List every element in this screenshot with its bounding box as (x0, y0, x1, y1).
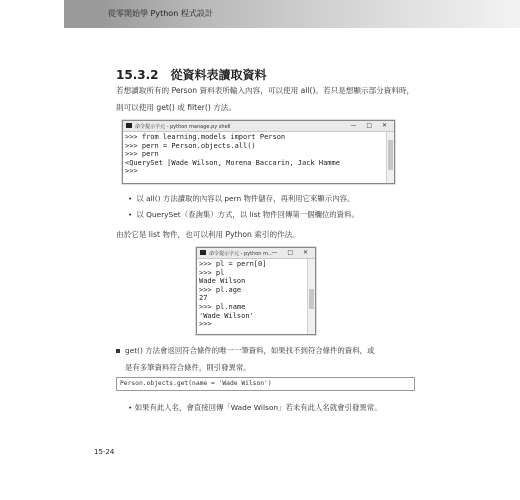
bullet-item: • 如果有此人名，會直接回傳「Wade Wilson」若未有此人名就會引發異常。 (128, 403, 382, 412)
window-controls[interactable]: — □ ✕ (350, 122, 391, 129)
page-number: 15-24 (94, 448, 115, 456)
bullet-text: 如果有此人名，會直接回傳「Wade Wilson」若未有此人名就會引發異常。 (134, 403, 382, 412)
terminal-line: >>> pl.name (199, 302, 246, 311)
terminal-line: Wade Wilson (199, 277, 246, 286)
scrollbar-thumb[interactable] (388, 140, 393, 170)
terminal-line: >>> (199, 320, 212, 329)
terminal-line: >>> pl.age (199, 285, 242, 294)
section-number: 15.3.2 (116, 68, 159, 82)
terminal-title: 命令提示字元 - python m... (209, 251, 273, 257)
book-title: 從零開始學 Python 程式設計 (108, 9, 213, 18)
scrollbar[interactable] (307, 259, 315, 334)
bullet-item: • 以 all() 方法讀取的內容以 pern 物件儲存，再利用它來顯示內容。 (128, 194, 355, 203)
intro-paragraph: 若想讀取所有的 Person 資料表所輸入內容，可以使用 all()。若只是想顯示部分資料時，則可以使用 get() 或 filter() 方法。 (116, 86, 415, 112)
terminal-window-1 (122, 120, 395, 184)
terminal-line: >>> pl = pern[0] (199, 260, 267, 268)
scrollbar[interactable] (386, 132, 394, 183)
bullet-item: • 以 QuerySet（查詢集）方式，以 list 物件回傳第一個欄位的資料。 (128, 210, 359, 219)
terminal-icon (126, 123, 132, 128)
terminal-line: >>> pern = Person.objects.all() (125, 141, 256, 150)
window-controls[interactable]: — □ ✕ (271, 249, 312, 256)
note-block (116, 342, 416, 376)
terminal-titlebar (197, 248, 315, 259)
terminal-line: >>> from learning.models import Person (125, 133, 286, 141)
terminal-line: <QuerySet [Wade Wilson, Morena Baccarin, Jack Hamme (125, 158, 340, 167)
bullet-text: 以 QuerySet（查詢集）方式，以 list 物件回傳第一個欄位的資料。 (136, 210, 359, 219)
terminal-title: 命令提示字元 - python manage.py shell (135, 124, 231, 130)
page-header (0, 0, 520, 28)
header-block (64, 0, 100, 28)
terminal-line: >>> (125, 167, 138, 176)
terminal-output (123, 132, 394, 177)
bullet-text: 以 all() 方法讀取的內容以 pern 物件儲存，再利用它來顯示內容。 (136, 194, 355, 203)
section-heading (116, 66, 267, 83)
terminal-line: >>> pern (125, 150, 159, 159)
list-intro-paragraph: 由於它是 list 物件，也可以利用 Python 索引的作法。 (116, 230, 300, 239)
scrollbar-thumb[interactable] (309, 289, 314, 309)
terminal-output (197, 259, 315, 330)
terminal-line: 'Wade Wilson' (199, 311, 254, 320)
terminal-line: 27 (199, 294, 208, 303)
terminal-icon (200, 250, 206, 255)
note-line-2: 是有多筆資料符合條件，則引發異常。 (125, 363, 251, 372)
note-square-icon (116, 349, 120, 353)
terminal-titlebar (123, 121, 394, 132)
terminal-line: >>> pl (199, 268, 225, 277)
section-title: 從資料表讀取資料 (170, 68, 267, 82)
code-example-box: Person.objects.get(name = 'Wade Wilson') (116, 377, 415, 391)
note-line-1: get() 方法會返回符合條件的唯一一筆資料，如果找不到符合條件的資料，或 (125, 346, 375, 355)
terminal-window-2 (196, 247, 316, 335)
